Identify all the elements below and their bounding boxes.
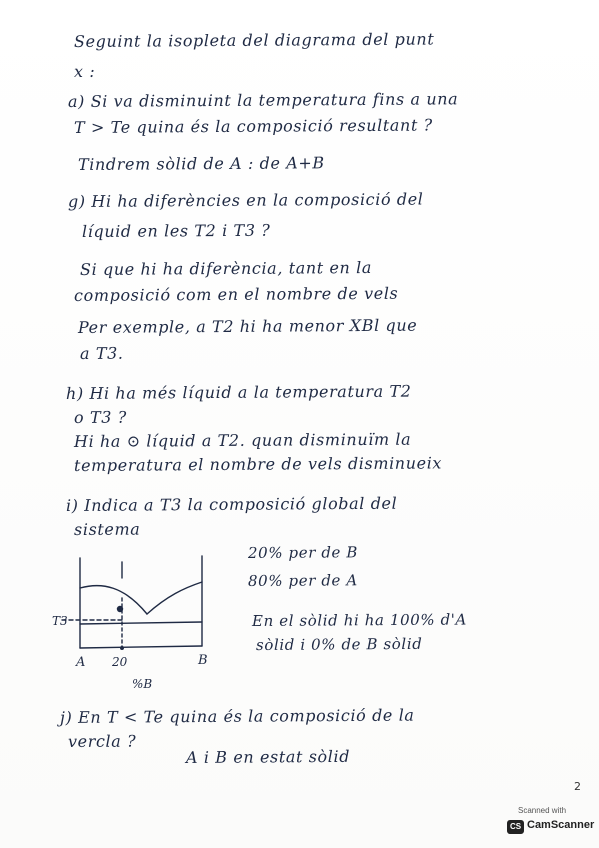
final-line-1: j) En T < Te quina és la composició de la [59, 705, 415, 727]
note-2: 80% per de A [247, 571, 358, 590]
line-15: temperatura el nombre de vels disminueix [73, 453, 443, 475]
line-4: T > Te quina és la composició resultant ? [73, 115, 433, 137]
x-value-label: 20 [112, 655, 128, 669]
note-3: En el sòlid hi ha 100% d'A [251, 610, 467, 630]
phase-diagram-sketch [52, 548, 222, 698]
note-4: sòlid i 0% de B sòlid [255, 634, 423, 654]
composition-point [120, 646, 124, 650]
line-2: x : [73, 61, 96, 81]
final-line-2: vercla ? [67, 731, 137, 751]
line-7: líquid en les T2 i T3 ? [81, 220, 271, 241]
line-3: a) Si va disminuint la temperatura fins a una [67, 89, 459, 111]
line-17: sistema [73, 519, 141, 539]
axis-label: %B [132, 677, 153, 691]
state-point [117, 606, 123, 612]
line-12: h) Hi ha més líquid a la temperatura T2 [65, 381, 412, 403]
b-label: B [198, 653, 208, 668]
a-label: A [76, 655, 86, 670]
line-14: Hi ha ⊙ líquid a T2. quan disminuïm la [73, 429, 412, 451]
line-5: Tindrem sòlid de A : de A+B [77, 153, 325, 174]
final-line-3: A i B en estat sòlid [185, 746, 351, 767]
line-16: i) Indica a T3 la composició global del [65, 493, 398, 515]
line-1: Seguint la isopleta del diagrama del punt [73, 29, 435, 51]
camscanner-brand: CamScanner [527, 819, 595, 831]
line-11: a T3. [79, 343, 124, 363]
liquidus-left [80, 586, 147, 614]
t3-label: T3 [52, 614, 68, 628]
camscanner-logo-icon: CS [507, 820, 524, 834]
line-8: Si que hi ha diferència, tant en la [79, 257, 373, 279]
eutectic-line [80, 622, 202, 624]
scanned-with-text: Scanned with [518, 806, 567, 815]
line-10: Per exemple, a T2 hi ha menor XBl que [77, 315, 418, 337]
line-6: g) Hi ha diferències en la composició del [67, 189, 424, 211]
camscanner-stamp [504, 806, 595, 840]
bottom-axis [80, 646, 202, 648]
line-13: o T3 ? [73, 407, 127, 427]
note-1: 20% per de B [247, 543, 359, 562]
phase-diagram-svg [52, 548, 222, 698]
page-number: 2 [574, 780, 581, 793]
line-9: composició com en el nombre de vels [73, 283, 399, 305]
liquidus-right [147, 582, 202, 614]
